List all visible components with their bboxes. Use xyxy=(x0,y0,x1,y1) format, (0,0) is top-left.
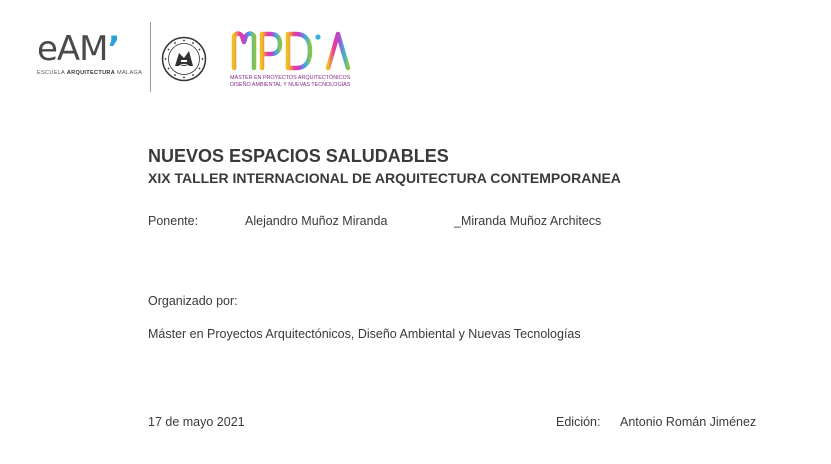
eam-subtitle-bold: ARQUITECTURA xyxy=(66,70,116,76)
eam-wordmark xyxy=(37,29,147,69)
edition-label: Edición: xyxy=(556,415,601,429)
mpdia-logo xyxy=(230,28,370,89)
event-date: 17 de mayo 2021 xyxy=(148,415,245,429)
logo-divider xyxy=(150,22,151,92)
mpdia-mark xyxy=(230,28,356,72)
event-subtitle: XIX TALLER INTERNACIONAL DE ARQUITECTURA CONTEMPORANEA xyxy=(148,170,621,186)
eam-subtitle-prefix: ESCUELA xyxy=(37,70,67,76)
speaker-name: Alejandro Muñoz Miranda xyxy=(245,214,388,228)
university-seal-icon xyxy=(161,36,207,82)
mpdia-subtitle-line1: MÁSTER EN PROYECTOS ARQUITECTÓNICOS xyxy=(230,75,351,81)
organized-label: Organizado por: xyxy=(148,294,238,308)
eam-accent: ’ xyxy=(107,29,120,69)
eam-subtitle xyxy=(37,70,147,76)
mpdia-subtitle xyxy=(230,75,370,89)
eam-subtitle-suffix: MÁLAGA xyxy=(115,70,143,76)
eam-logo xyxy=(37,29,147,76)
organizer-name: Máster en Proyectos Arquitectónicos, Diseño Ambiental y Nuevas Tecnologías xyxy=(148,327,581,341)
speaker-firm: _Miranda Muñoz Architecs xyxy=(454,214,602,228)
edition-name: Antonio Román Jiménez xyxy=(620,415,757,429)
eam-wordmark-text: eAM xyxy=(37,29,108,69)
event-title: NUEVOS ESPACIOS SALUDABLES xyxy=(148,146,449,166)
mpdia-subtitle-line2: DISEÑO AMBIENTAL Y NUEVAS TECNOLOGÍAS xyxy=(230,82,351,88)
speaker-label: Ponente: xyxy=(148,214,199,228)
